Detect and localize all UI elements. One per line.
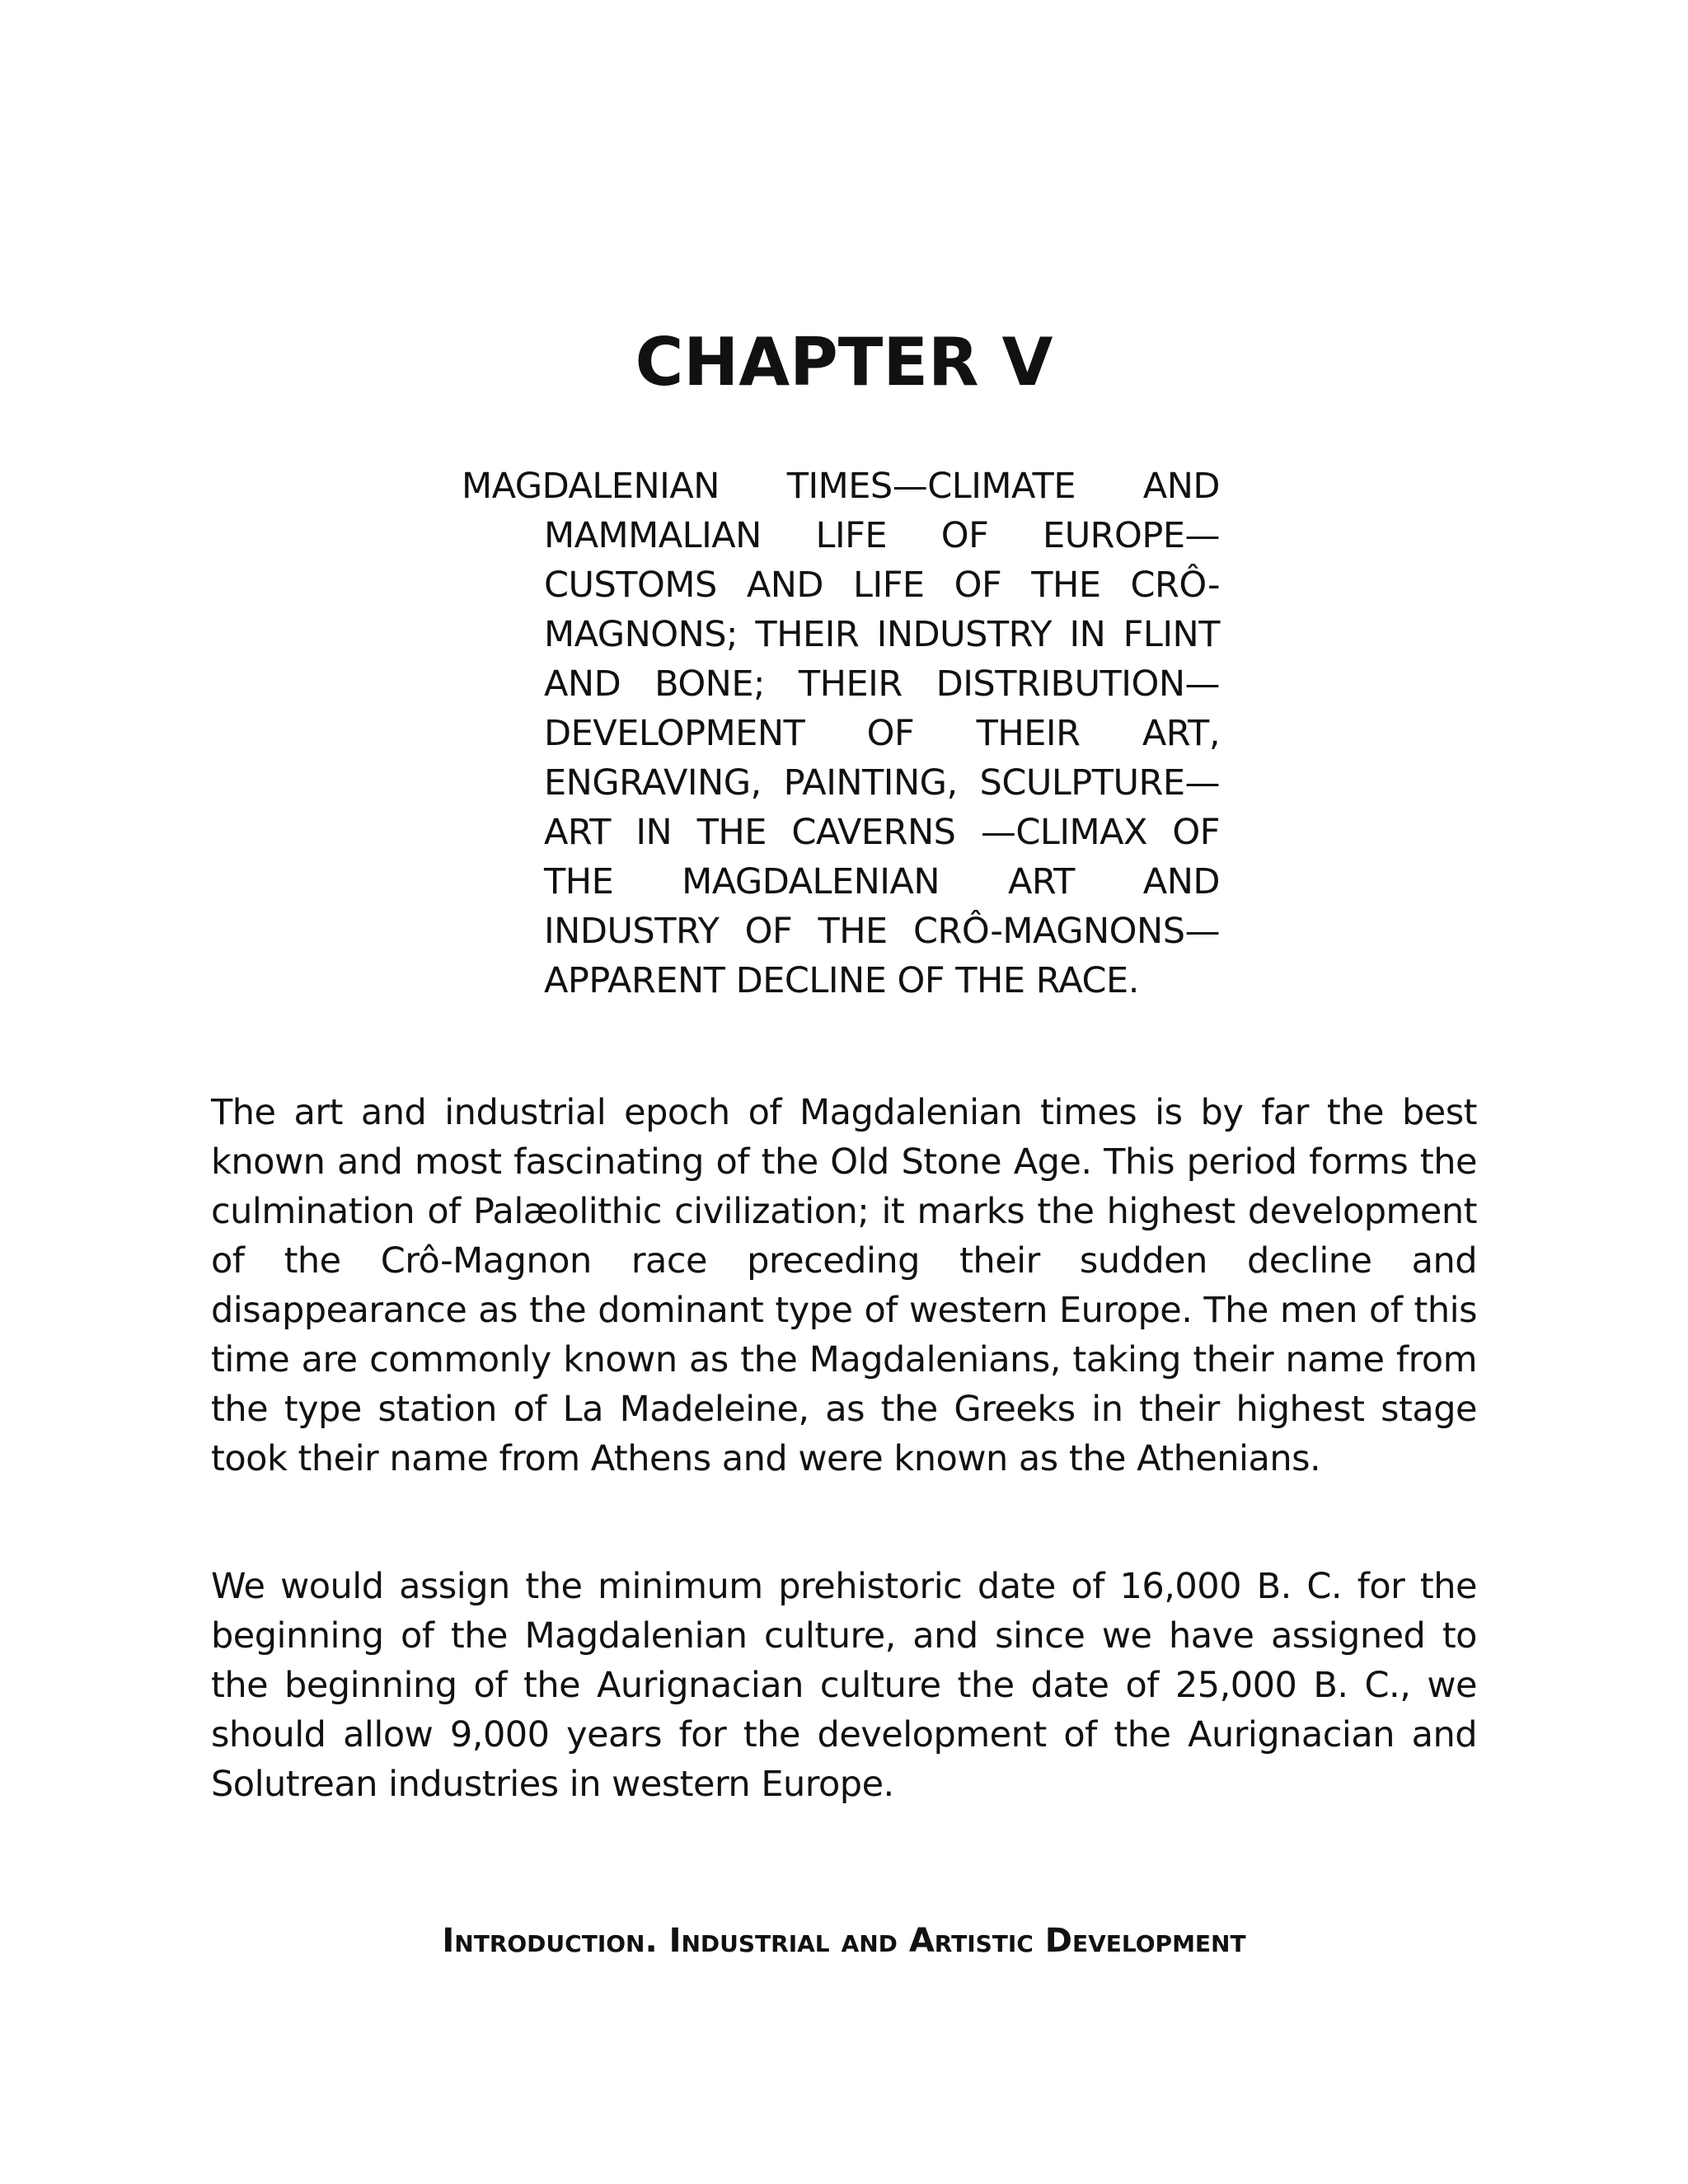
section-heading: Introduction. Industrial and Artistic Development [442,1922,1246,1960]
chapter-synopsis: MAGDALENIAN TIMES—CLIMATE AND MAMMALIAN LIFE OF EUROPE—CUSTOMS AND LIFE OF THE CRÔ-MAGNONS; THEIR INDUSTRY IN FLINT AND BONE; THEIR DISTRIBUTION—DEVELOPMENT OF THEIR ART, ENGRAVING, PAINTING, SCULPTURE—ART IN THE CAVERNS —CLIMAX OF THE MAGDALENIAN ART AND INDUSTRY OF THE CRÔ-MAGNONS—APPARENT DECLINE OF THE RACE. [462,466,1220,1001]
body-paragraph: We would assign the minimum prehistoric date of 16,000 B. C. for the beginning of the Magdalenian culture, and since we have assigned to the beginning of the Aurignacian culture the date of 25,000 B. C., we should allow 9,000 years for the development of the Aurignacian and Solutrean industries in western Europe. [211,1566,1477,1805]
body-paragraph: The art and industrial epoch of Magdalenian times is by far the best known and most fascinating of the Old Stone Age. This period forms the culmination of Palæolithic civilization; it marks the highest development of the Crô-Magnon race preceding their sudden decline and disappearance as the dominant type of western Europe. The men of this time are commonly known as the Magdalenians, taking their name from the type station of La Madeleine, as the Greeks in their highest stage took their name from Athens and were known as the Athenians. [211,1092,1477,1479]
chapter-title: CHAPTER V [635,324,1053,401]
